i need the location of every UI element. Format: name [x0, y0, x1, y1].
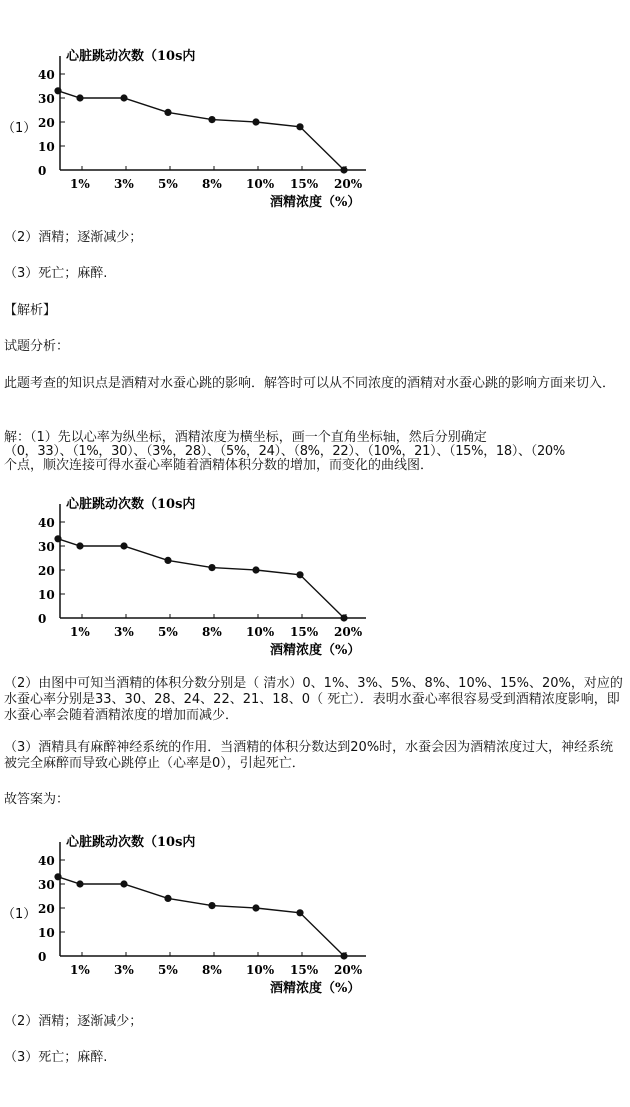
data-point [340, 166, 347, 173]
solution-para-2: （2）由图中可知当酒精的体积分数分别是（ 清水）0、1%、3%、5%、8%、10%、15%、20%，对应的水蚕心率分别是33、30、28、24、22、21、18、0（ 死亡）．表明水蚕心率很容易受到酒精浓度影响，即水蚕心率会随着酒精浓度的增加而减少． [4, 676, 623, 723]
y-tick-label: 0 [38, 950, 47, 964]
answer-3: （3）死亡；麻醉. [4, 266, 108, 281]
chart-2-svg [0, 488, 380, 658]
y-tick-label: 30 [38, 540, 55, 554]
x-tick-label: 10% [246, 625, 275, 639]
x-tick-label: 15% [290, 963, 319, 977]
analysis-label: 试题分析： [4, 339, 70, 354]
series-line [58, 539, 344, 618]
data-point [54, 873, 61, 880]
y-axis-title: 心脏跳动次数（10s内 [66, 49, 196, 64]
y-tick-label: 40 [38, 68, 55, 82]
x-tick-label: 8% [202, 625, 222, 639]
answer-2: （2）酒精；逐渐减少； [4, 230, 143, 245]
x-tick-label: 5% [158, 963, 178, 977]
chart-1 [0, 40, 380, 210]
data-point [340, 952, 347, 959]
answer-heading: 故答案为： [4, 792, 70, 807]
y-tick-label: 20 [38, 564, 55, 578]
series-line [58, 91, 344, 170]
data-point [164, 109, 171, 116]
data-point [120, 94, 127, 101]
data-point [252, 118, 259, 125]
y-tick-label: 0 [38, 612, 47, 626]
chart-1-svg [0, 40, 380, 210]
y-tick-label: 40 [38, 516, 55, 530]
x-axis-title: 酒精浓度（%） [270, 981, 361, 996]
y-tick-label: 20 [38, 902, 55, 916]
chart-prefix-label: （1） [2, 121, 37, 136]
data-point [296, 123, 303, 130]
x-tick-label: 1% [70, 177, 90, 191]
x-tick-label: 8% [202, 177, 222, 191]
x-tick-label: 20% [334, 963, 363, 977]
solution-line-3: 个点，顺次连接可得水蚕心率随着酒精体积分数的增加，而变化的曲线图． [4, 458, 434, 473]
chart-prefix-label: （1） [2, 907, 37, 922]
analysis-para-1: 此题考查的知识点是酒精对水蚕心跳的影响．解答时可以从不同浓度的酒精对水蚕心跳的影响方面来切入． [4, 376, 616, 391]
data-point [252, 904, 259, 911]
chart-2 [0, 488, 380, 658]
x-axis-title: 酒精浓度（%） [270, 195, 361, 210]
x-tick-label: 15% [290, 177, 319, 191]
data-point [208, 116, 215, 123]
x-tick-label: 1% [70, 963, 90, 977]
y-tick-label: 0 [38, 164, 47, 178]
y-tick-label: 20 [38, 116, 55, 130]
data-point [252, 566, 259, 573]
data-point [120, 542, 127, 549]
x-tick-label: 20% [334, 625, 363, 639]
answer-2-final: （2）酒精；逐渐减少； [4, 1014, 143, 1029]
data-point [208, 902, 215, 909]
data-point [76, 542, 83, 549]
answer-3-final: （3）死亡；麻醉. [4, 1050, 108, 1065]
x-axis-title: 酒精浓度（%） [270, 643, 361, 658]
y-axis-title: 心脏跳动次数（10s内 [66, 835, 196, 850]
x-tick-label: 1% [70, 625, 90, 639]
y-tick-label: 40 [38, 854, 55, 868]
solution-line-1: 解：（1）先以心率为纵坐标，酒精浓度为横坐标，画一个直角坐标轴，然后分别确定 [4, 430, 487, 445]
x-tick-label: 10% [246, 177, 275, 191]
solution-line-2: （0，33）、（1%，30）、（3%，28）、（5%，24）、（8%，22）、（10%，21）、（15%，18）、（20% [4, 444, 565, 459]
data-point [76, 94, 83, 101]
x-tick-label: 3% [114, 177, 134, 191]
data-point [340, 614, 347, 621]
data-point [296, 571, 303, 578]
y-tick-label: 30 [38, 878, 55, 892]
chart-3 [0, 826, 380, 996]
data-point [54, 535, 61, 542]
data-point [296, 909, 303, 916]
y-axis-title: 心脏跳动次数（10s内 [66, 497, 196, 512]
x-tick-label: 3% [114, 625, 134, 639]
data-point [54, 87, 61, 94]
y-tick-label: 30 [38, 92, 55, 106]
y-tick-label: 10 [38, 140, 55, 154]
solution-para-3: （3）酒精具有麻醉神经系统的作用．当酒精的体积分数达到20%时，水蚕会因为酒精浓度过大，神经系统被完全麻醉而导致心跳停止（心率是0），引起死亡． [4, 740, 614, 771]
analysis-heading: 【解析】 [4, 303, 57, 318]
x-tick-label: 5% [158, 177, 178, 191]
data-point [120, 880, 127, 887]
x-tick-label: 5% [158, 625, 178, 639]
data-point [164, 895, 171, 902]
y-tick-label: 10 [38, 926, 55, 940]
y-tick-label: 10 [38, 588, 55, 602]
x-tick-label: 8% [202, 963, 222, 977]
series-line [58, 877, 344, 956]
data-point [76, 880, 83, 887]
data-point [208, 564, 215, 571]
x-tick-label: 20% [334, 177, 363, 191]
data-point [164, 557, 171, 564]
chart-3-svg [0, 826, 380, 996]
x-tick-label: 3% [114, 963, 134, 977]
x-tick-label: 10% [246, 963, 275, 977]
x-tick-label: 15% [290, 625, 319, 639]
